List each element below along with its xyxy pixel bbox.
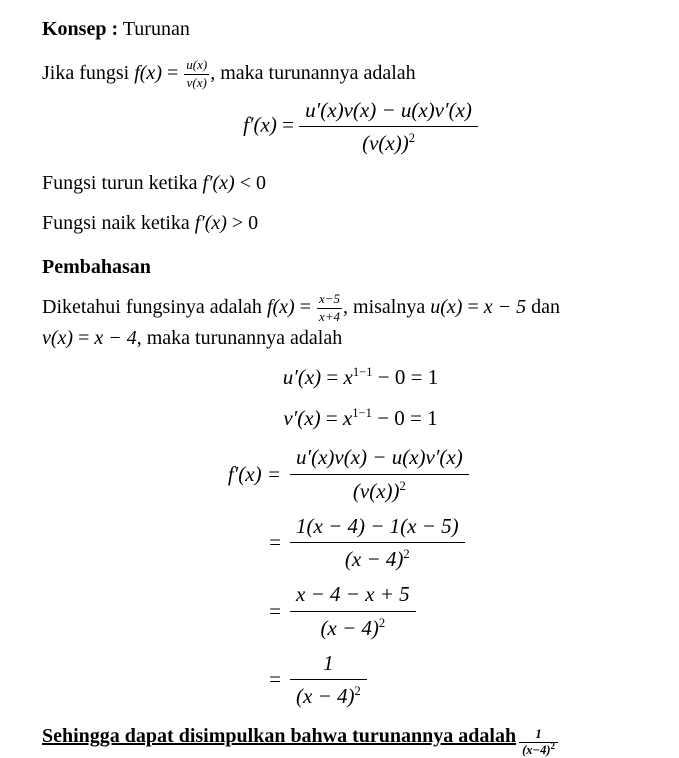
condition-text: Fungsi turun ketika bbox=[42, 172, 203, 194]
fraction-numerator: 1 bbox=[519, 728, 558, 743]
conclusion-fraction bbox=[519, 728, 558, 758]
f-of-x: f(x) bbox=[134, 62, 162, 84]
step-lhs: f′(x) = bbox=[42, 462, 290, 487]
relation: < 0 bbox=[235, 172, 266, 194]
step-lhs bbox=[42, 599, 290, 624]
v-prime-lhs: v′(x) bbox=[283, 406, 320, 430]
section-heading-pembahasan: Pembahasan bbox=[42, 254, 639, 280]
u-definition: x − 5 bbox=[484, 296, 526, 318]
given-line-2 bbox=[42, 325, 639, 351]
fraction-numerator: u(x) bbox=[184, 58, 209, 74]
denominator-base: (v(x)) bbox=[362, 131, 409, 155]
power-base: x bbox=[343, 406, 352, 430]
exponent: 2 bbox=[409, 131, 415, 145]
exponent: 2 bbox=[354, 684, 360, 698]
title-topic: Turunan bbox=[118, 18, 190, 40]
step-fraction bbox=[290, 444, 469, 504]
exponent: 2 bbox=[403, 547, 409, 561]
step-fraction bbox=[290, 581, 416, 641]
derivation-step-2 bbox=[42, 513, 639, 573]
derivation-steps bbox=[42, 444, 639, 709]
f-of-x: f(x) bbox=[267, 296, 295, 318]
relation: > 0 bbox=[227, 212, 258, 234]
given-paragraph bbox=[42, 292, 639, 351]
exponent: 2 bbox=[379, 616, 385, 630]
denominator-base: (x − 4) bbox=[320, 616, 378, 640]
equals-sign: = bbox=[162, 62, 183, 84]
denominator-base: (x−4) bbox=[522, 743, 550, 757]
fraction-numerator: x−5 bbox=[317, 292, 342, 308]
page-title bbox=[42, 16, 639, 42]
fraction-denominator bbox=[290, 474, 469, 504]
fraction-numerator: u′(x)v(x) − u(x)v′(x) bbox=[290, 444, 469, 473]
derivation-step-4 bbox=[42, 650, 639, 710]
equals-sign: = bbox=[277, 112, 299, 136]
title-label: Konsep : bbox=[42, 18, 118, 40]
given-text-mid: , misalnya bbox=[343, 296, 430, 318]
decreasing-condition bbox=[42, 170, 639, 196]
derivation-step-1 bbox=[42, 444, 639, 504]
increasing-condition bbox=[42, 210, 639, 236]
intro-text: Jika fungsi bbox=[42, 62, 134, 84]
equals-sign: = bbox=[295, 296, 316, 318]
v-of-x: v(x) bbox=[42, 327, 73, 349]
condition-text: Fungsi naik ketika bbox=[42, 212, 195, 234]
intro-paragraph bbox=[42, 58, 639, 91]
v-prime-equation bbox=[42, 403, 639, 433]
exponent: 2 bbox=[400, 479, 406, 493]
step-lhs bbox=[42, 530, 290, 555]
denominator-base: (v(x)) bbox=[353, 479, 400, 503]
given-text-and: dan bbox=[526, 296, 560, 318]
fraction-numerator: 1 bbox=[290, 650, 367, 679]
given-text: Diketahui fungsinya adalah bbox=[42, 296, 267, 318]
step-fraction bbox=[290, 513, 465, 573]
inline-fraction-x-minus-5-over-x-plus-4 bbox=[317, 292, 342, 325]
equation-tail: − 0 = 1 bbox=[373, 365, 439, 389]
u-prime-equation bbox=[42, 362, 639, 392]
f-prime-lhs: f′(x) bbox=[243, 112, 277, 136]
u-prime-lhs: u′(x) bbox=[283, 365, 321, 389]
f-prime: f′(x) bbox=[203, 172, 235, 194]
exponent: 2 bbox=[551, 741, 556, 751]
fraction-denominator: x+4 bbox=[317, 308, 342, 325]
exponent: 1−1 bbox=[353, 365, 373, 379]
equals-sign: = bbox=[321, 406, 343, 430]
equals-sign: = bbox=[462, 296, 483, 318]
step-lhs bbox=[42, 667, 290, 692]
equals-sign: = bbox=[269, 599, 281, 623]
exponent: 1−1 bbox=[352, 406, 372, 420]
given-text-after: , maka turunannya adalah bbox=[137, 327, 342, 349]
quotient-rule-equation bbox=[42, 97, 639, 157]
v-definition: x − 4 bbox=[94, 327, 136, 349]
fraction-numerator: 1(x − 4) − 1(x − 5) bbox=[290, 513, 465, 542]
intro-text-after: , maka turunannya adalah bbox=[210, 62, 415, 84]
fraction-denominator bbox=[290, 679, 367, 709]
fraction-numerator: x − 4 − x + 5 bbox=[290, 581, 416, 610]
fraction-denominator bbox=[299, 126, 478, 156]
fraction-denominator bbox=[519, 742, 558, 758]
u-of-x: u(x) bbox=[430, 296, 462, 318]
equals-sign: = bbox=[321, 365, 343, 389]
fraction-denominator bbox=[290, 542, 465, 572]
f-prime: f′(x) bbox=[195, 212, 227, 234]
fraction-denominator bbox=[290, 611, 416, 641]
equation-tail: − 0 = 1 bbox=[372, 406, 438, 430]
derivation-step-3 bbox=[42, 581, 639, 641]
conclusion-text: Sehingga dapat disimpulkan bahwa turunannya adalah bbox=[42, 725, 516, 747]
given-line-1 bbox=[42, 292, 639, 325]
denominator-base: (x − 4) bbox=[296, 684, 354, 708]
equals-sign: = bbox=[73, 327, 94, 349]
step-fraction bbox=[290, 650, 367, 710]
power-base: x bbox=[344, 365, 353, 389]
conclusion-line bbox=[42, 721, 639, 758]
fraction-numerator: u′(x)v(x) − u(x)v′(x) bbox=[299, 97, 478, 126]
equals-sign: = bbox=[269, 667, 281, 691]
inline-fraction-u-over-v bbox=[184, 58, 209, 91]
equals-sign: = bbox=[269, 530, 281, 554]
fraction-denominator: v(x) bbox=[184, 74, 209, 91]
quotient-rule-fraction bbox=[299, 97, 478, 157]
denominator-base: (x − 4) bbox=[345, 547, 403, 571]
